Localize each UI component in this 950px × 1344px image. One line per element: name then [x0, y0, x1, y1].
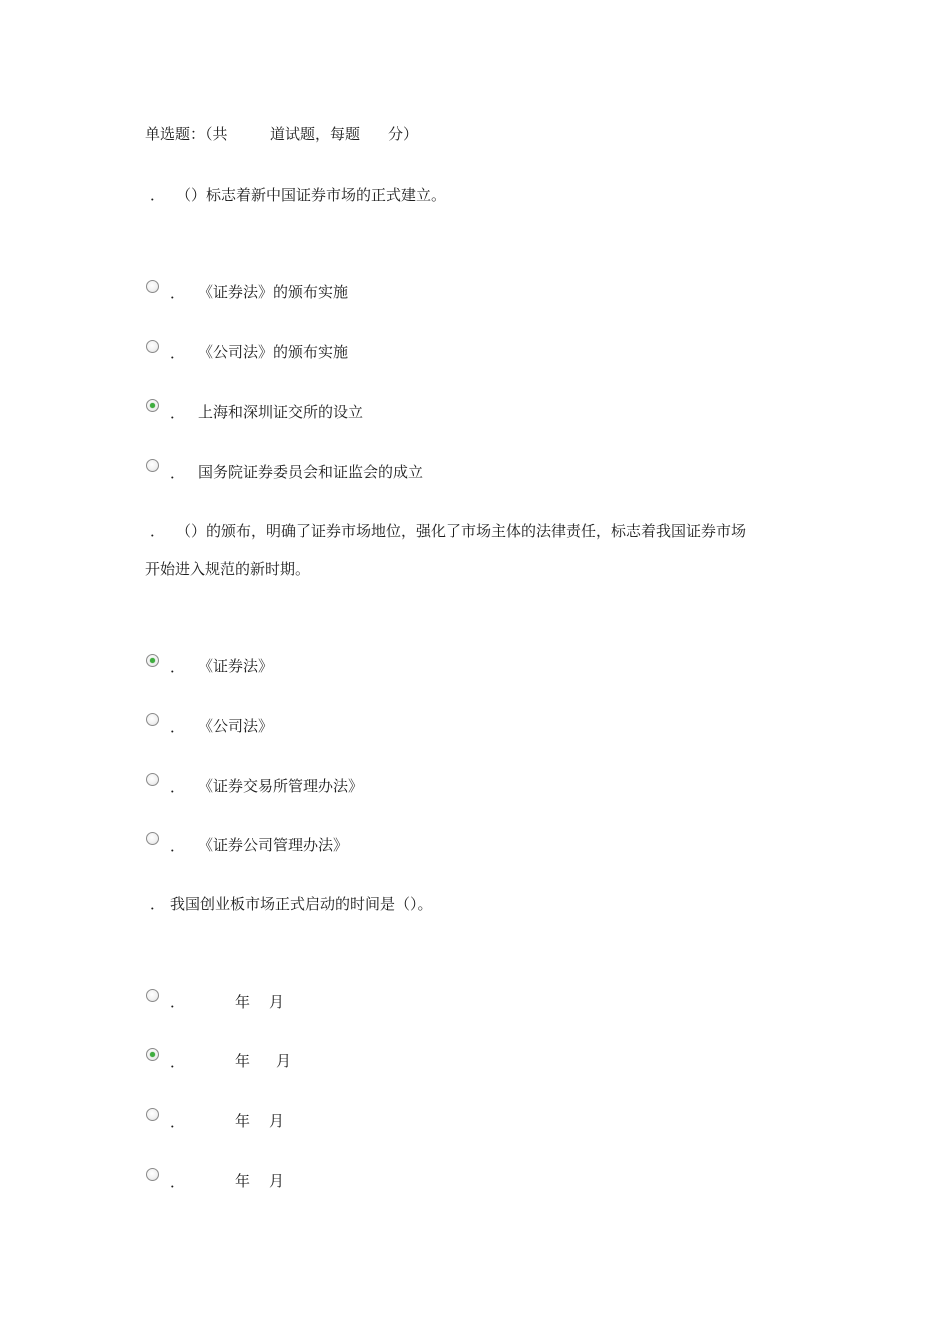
option-label: 《公司法》的颁布实施 — [198, 343, 349, 361]
radio-button[interactable] — [146, 340, 159, 353]
radio-button[interactable] — [146, 1168, 159, 1181]
option-marker: ． — [170, 404, 186, 422]
radio-button[interactable] — [146, 832, 159, 845]
option-year-label: 年 — [235, 993, 251, 1011]
option-year-label: 年 — [235, 1052, 251, 1070]
option-marker: ． — [170, 778, 186, 796]
radio-button[interactable] — [146, 280, 159, 293]
option-month-label: 月 — [269, 1112, 285, 1130]
option-marker: ． — [170, 993, 186, 1011]
option-marker: ． — [170, 1173, 186, 1191]
option-year-label: 年 — [235, 1112, 251, 1130]
option-marker: ． — [170, 1053, 186, 1071]
option-marker: ． — [170, 837, 186, 855]
question-text-line-1: （）的颁布，明确了证券市场地位，强化了市场主体的法律责任，标志着我国证券市场 — [176, 522, 747, 540]
option-label: 国务院证券委员会和证监会的成立 — [198, 463, 424, 481]
question-text-line-2: 开始进入规范的新时期。 — [145, 560, 311, 578]
radio-button-selected[interactable] — [146, 654, 159, 667]
question-number: ． — [150, 895, 166, 913]
option-marker: ． — [170, 658, 186, 676]
option-marker: ． — [170, 344, 186, 362]
header-part-3: 分） — [388, 125, 419, 143]
radio-button-selected[interactable] — [146, 399, 159, 412]
option-marker: ． — [170, 464, 186, 482]
question-text: （）标志着新中国证券市场的正式建立。 — [176, 186, 447, 204]
option-year-label: 年 — [235, 1172, 251, 1190]
option-marker: ． — [170, 1113, 186, 1131]
radio-button[interactable] — [146, 459, 159, 472]
option-label: 《证券公司管理办法》 — [198, 836, 349, 854]
option-label: 《证券法》 — [198, 657, 274, 675]
option-label: 《证券法》的颁布实施 — [198, 283, 349, 301]
question-number: ． — [150, 186, 166, 204]
option-month-label: 月 — [269, 1172, 285, 1190]
question-number: ． — [150, 522, 166, 540]
option-month-label: 月 — [276, 1052, 292, 1070]
option-marker: ． — [170, 284, 186, 302]
header-part-1: 单选题：（共 — [145, 125, 228, 143]
radio-button-selected[interactable] — [146, 1048, 159, 1061]
question-text: 我国创业板市场正式启动的时间是（）。 — [170, 895, 433, 913]
option-label: 上海和深圳证交所的设立 — [198, 403, 364, 421]
radio-button[interactable] — [146, 713, 159, 726]
option-label: 《证券交易所管理办法》 — [198, 777, 364, 795]
option-label: 《公司法》 — [198, 717, 274, 735]
radio-button[interactable] — [146, 1108, 159, 1121]
radio-button[interactable] — [146, 773, 159, 786]
option-marker: ． — [170, 718, 186, 736]
radio-button[interactable] — [146, 989, 159, 1002]
option-month-label: 月 — [269, 993, 285, 1011]
header-part-2: 道试题，每题 — [270, 125, 361, 143]
